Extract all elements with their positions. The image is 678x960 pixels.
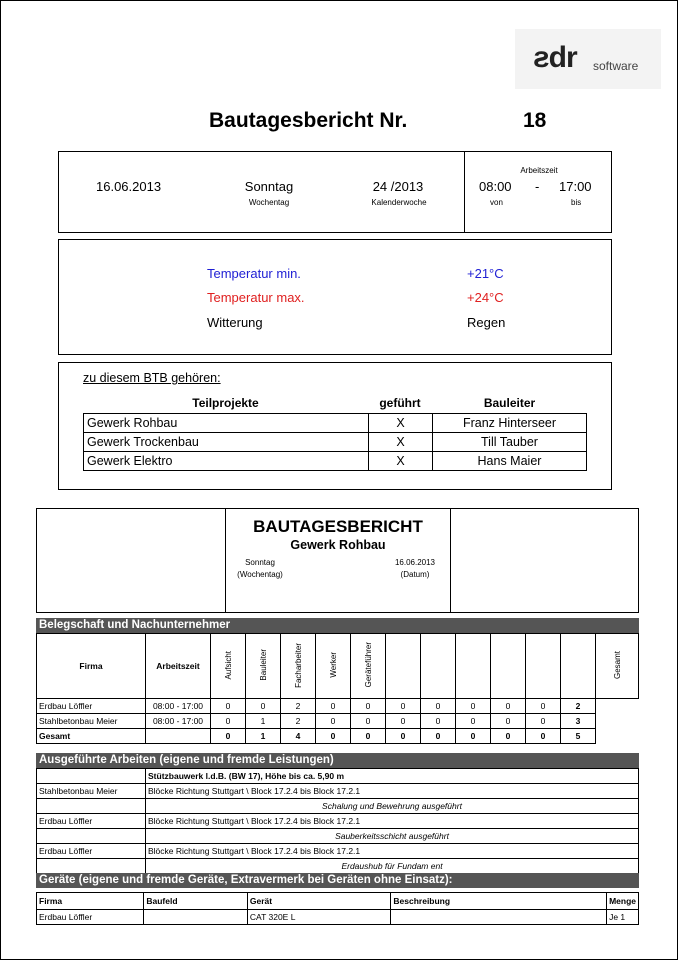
subreport-weekday: Sonntag [245,558,275,567]
role-label: Aufsicht [223,650,233,680]
col-role [211,634,246,699]
works-firma: Stahlbetonbau Meier [37,784,146,799]
equipment-col: Menge [607,893,639,910]
works-desc-empty [37,859,146,874]
subproject-mark: X [369,452,433,471]
subproject-leader: Franz Hinterseer [433,414,587,433]
works-heading-row [37,769,639,784]
staff-header-row [37,634,639,699]
subproject-row [84,452,587,471]
worktime-from: 08:00 [479,179,512,194]
col-teilprojekte: Teilprojekte [192,396,259,410]
works-heading-empty [37,769,146,784]
staff-count: 1 [246,714,281,729]
works-where: Blöcke Richtung Stuttgart \ Block 17.2.4 bis Block 17.2.1 [146,844,639,859]
divider [464,152,465,232]
col-role [316,634,351,699]
staff-count: 0 [456,714,491,729]
subproject-mark: X [369,433,433,452]
staff-total: 2 [561,699,596,714]
staff-count: 0 [351,699,386,714]
subproject-leader: Till Tauber [433,433,587,452]
subprojects-caption: zu diesem BTB gehören: [83,371,221,385]
staff-count: 0 [526,699,561,714]
equipment-col: Baufeld [144,893,248,910]
date-box [58,151,612,233]
staff-sum-label: Gesamt [37,729,146,744]
worktime-label: Arbeitszeit [520,166,558,175]
subproject-name: Gewerk Trockenbau [84,433,369,452]
logo-subtitle: software [593,59,639,73]
staff-sum-count: 0 [386,729,421,744]
works-section-header: Ausgeführte Arbeiten (eigene und fremde Leistungen) [36,753,639,768]
subreport-date: 16.06.2013 [394,558,436,567]
staff-sum-count: 0 [456,729,491,744]
works-desc-row [37,859,639,874]
staff-sum-count: 0 [351,729,386,744]
worktime-to: 17:00 [559,179,592,194]
worktime-from-label: von [490,198,503,207]
staff-row [37,699,639,714]
staff-count: 0 [421,714,456,729]
subreport-header [36,508,639,613]
staff-sum-total: 5 [561,729,596,744]
staff-count: 0 [526,714,561,729]
equipment-cell: CAT 320E L [247,910,390,925]
staff-count: 0 [316,714,351,729]
role-label: Werker [328,652,338,678]
equipment-table [36,892,639,925]
works-what: Sauberkeitsschicht ausgeführt [146,829,639,844]
subreport-weekday-label: (Wochentag) [237,570,283,579]
staff-count: 0 [211,699,246,714]
subreport-subtitle: Gewerk Rohbau [290,538,386,552]
subproject-name: Gewerk Elektro [84,452,369,471]
logo-mark: ƨdr [533,41,577,74]
staff-count: 0 [421,699,456,714]
works-desc-empty [37,829,146,844]
staff-row [37,714,639,729]
staff-zeit: 08:00 - 17:00 [146,714,211,729]
staff-total: 3 [561,714,596,729]
equipment-cell: Erdbau Löffler [37,910,144,925]
role-label: Facharbeiter [293,642,303,688]
staff-sum-count: 0 [421,729,456,744]
report-date: 16.06.2013 [96,179,162,194]
staff-sum-count: 0 [491,729,526,744]
works-firma: Erdbau Löffler [37,814,146,829]
staff-sum-count: 1 [246,729,281,744]
worktime-to-label: bis [571,198,582,207]
temp-min-label: Temperatur min. [207,266,301,281]
staff-count: 2 [281,699,316,714]
works-row [37,844,639,859]
weather-box [58,239,612,355]
subreport-title: BAUTAGESBERICHT [253,517,423,536]
works-heading: Stützbauwerk l.d.B. (BW 17), Höhe bis ca. 5,90 m [146,769,639,784]
role-label: Bauleiter [258,649,268,681]
staff-count: 0 [246,699,281,714]
equipment-section-header: Geräte (eigene und fremde Geräte, Extravermerk bei Geräten ohne Einsatz): [36,873,639,888]
col-role [351,634,386,699]
staff-sum-row [37,729,639,744]
col-gefuehrt: geführt [379,396,421,410]
staff-firma: Erdbau Löffler [37,699,146,714]
subprojects-table [83,413,587,471]
gesamt-label: Gesamt [612,650,622,679]
subproject-mark: X [369,414,433,433]
staff-sum-count: 0 [316,729,351,744]
subproject-row [84,414,587,433]
divider [450,509,451,612]
col-role [561,634,596,699]
col-role [246,634,281,699]
staff-count: 0 [386,714,421,729]
col-role [526,634,561,699]
worktime-dash: - [535,179,540,194]
col-bauleiter: Bauleiter [483,396,536,410]
weekday-label: Wochentag [248,198,290,207]
role-label: Geräteführer [363,642,373,688]
staff-sum-empty [146,729,211,744]
staff-table [36,633,639,744]
col-role [491,634,526,699]
weekday: Sonntag [244,179,294,194]
works-where: Blöcke Richtung Stuttgart \ Block 17.2.4 bis Block 17.2.1 [146,784,639,799]
report-number: 18 [523,109,547,132]
calendar-week: 24 /2013 [372,179,424,194]
staff-sum-count: 4 [281,729,316,744]
col-role [281,634,316,699]
works-row [37,814,639,829]
equipment-header-row [37,893,639,910]
temp-min-value: +21°C [467,266,504,281]
staff-count: 0 [386,699,421,714]
equipment-cell [391,910,607,925]
equipment-cell: Je 1 [607,910,639,925]
works-row [37,784,639,799]
staff-count: 2 [281,714,316,729]
staff-count: 0 [456,699,491,714]
equipment-col: Gerät [247,893,390,910]
staff-count: 0 [491,714,526,729]
subproject-leader: Hans Maier [433,452,587,471]
works-desc-row [37,799,639,814]
equipment-row [37,910,639,925]
works-what: Erdaushub für Fundam ent [146,859,639,874]
company-logo [515,29,661,89]
weather-label: Witterung [207,315,263,330]
equipment-col: Firma [37,893,144,910]
col-role [386,634,421,699]
subproject-name: Gewerk Rohbau [84,414,369,433]
works-desc-empty [37,799,146,814]
subproject-row [84,433,587,452]
works-table [36,768,639,874]
works-what: Schalung und Bewehrung ausgeführt [146,799,639,814]
col-gesamt [596,634,639,699]
staff-firma: Stahlbetonbau Meier [37,714,146,729]
col-firma: Firma [37,634,146,699]
equipment-cell [144,910,248,925]
temp-max-value: +24°C [467,290,504,305]
col-role [456,634,491,699]
weather-value: Regen [467,315,506,330]
staff-count: 0 [351,714,386,729]
staff-zeit: 08:00 - 17:00 [146,699,211,714]
staff-count: 0 [316,699,351,714]
staff-sum-count: 0 [211,729,246,744]
temp-max-label: Temperatur max. [207,290,305,305]
subprojects-box [58,362,612,490]
works-where: Blöcke Richtung Stuttgart \ Block 17.2.4 bis Block 17.2.1 [146,814,639,829]
calendar-week-label: Kalenderwoche [371,198,427,207]
subreport-date-label: (Datum) [400,570,430,579]
works-desc-row [37,829,639,844]
equipment-col: Beschreibung [391,893,607,910]
staff-sum-count: 0 [526,729,561,744]
col-arbeitszeit: Arbeitszeit [146,634,211,699]
col-role [421,634,456,699]
staff-count: 0 [491,699,526,714]
staff-count: 0 [211,714,246,729]
works-firma: Erdbau Löffler [37,844,146,859]
staff-section-header: Belegschaft und Nachunternehmer [36,618,639,633]
report-title: Bautagesbericht Nr. [209,109,408,132]
